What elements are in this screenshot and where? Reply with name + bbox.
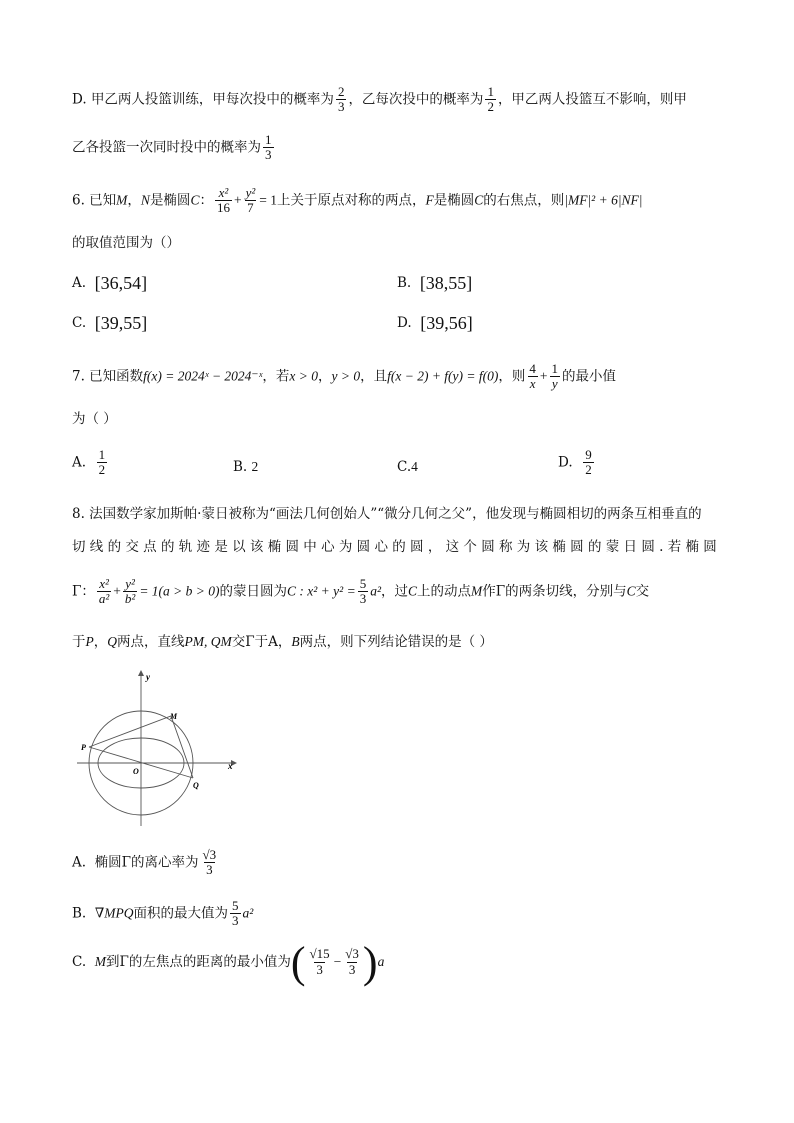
denominator: 3 (348, 961, 356, 977)
q8-option-a[interactable] (72, 848, 220, 878)
q6-option-c[interactable] (72, 314, 147, 332)
math-var: C (626, 583, 636, 599)
math-var: C (408, 583, 418, 599)
option-label: B. (233, 459, 248, 475)
monge-circle-figure (72, 668, 242, 830)
option-label: D. (72, 91, 87, 108)
question-text: 7. 已知函数 (72, 368, 144, 385)
p-label: P (81, 743, 86, 752)
math-var: P (85, 634, 94, 649)
option-text: 到Γ的左焦点的距离的最小值为 (105, 954, 291, 971)
math-expression: PM, QM (184, 634, 232, 649)
denominator: 7 (247, 200, 254, 216)
numerator: 1 (487, 84, 494, 99)
x-label: x (228, 761, 233, 771)
fraction (583, 448, 594, 478)
q7-option-d[interactable] (558, 448, 596, 478)
math-op: = 1 (259, 192, 277, 208)
denominator: a² (98, 591, 110, 607)
q6-option-a[interactable] (72, 274, 147, 292)
fraction (308, 947, 332, 977)
math-expression: = 1(a > b > 0) (139, 583, 220, 599)
y-arrow (138, 670, 144, 676)
question-text: 的最小值 (562, 368, 617, 385)
numerator: 5 (232, 898, 239, 913)
y-label: y (146, 672, 150, 682)
option-label: B. (72, 905, 87, 922)
fraction (244, 186, 258, 216)
option-value: 2 (251, 459, 259, 474)
question-8-line4 (72, 635, 493, 650)
denominator: b² (124, 591, 136, 607)
math-var: B (291, 634, 300, 649)
math-expression: |MF|² + 6|NF| (564, 192, 643, 208)
math-var: M (116, 192, 128, 208)
numerator: √15 (309, 946, 330, 962)
math-var: Γ： (72, 583, 95, 600)
option-text: 乙各投篮一次同时投中的概率为 (72, 139, 261, 156)
question-6-stem (72, 186, 643, 216)
math-var: Q (107, 634, 117, 649)
math-var: M (94, 954, 106, 970)
question-text: 切 线 的 交 点 的 轨 迹 是 以 该 椭 圆 中 心 为 圆 心 的 圆 ， 这 个 圆 称 为 该 椭 圆 的 蒙 日 圆 . 若 椭 圆 (72, 539, 717, 555)
fraction (97, 577, 111, 607)
question-text: 是椭圆 (433, 192, 475, 209)
numerator: 1 (265, 132, 272, 147)
q-label: Q (193, 781, 199, 790)
question-text: 交Γ于A， (231, 634, 292, 650)
fraction (358, 577, 369, 607)
fraction (343, 947, 361, 977)
question-6-stem-line2 (72, 237, 180, 251)
fraction (123, 577, 137, 607)
denominator: 2 (98, 462, 106, 478)
question-text: 8. 法国数学家加斯帕·蒙日被称为“画法几何创始人”“微分几何之父”，他发现与椭圆相切的两条互相垂直的 (72, 506, 702, 522)
question-text: 上关于原点对称的两点， (277, 192, 426, 209)
option-label: D. (558, 454, 573, 471)
numerator: y² (125, 576, 135, 591)
math-expression: f(x) = 2024ˣ − 2024⁻ˣ (143, 368, 263, 384)
question-8-line3 (72, 577, 649, 607)
right-paren: ) (362, 938, 378, 987)
numerator: √3 (345, 946, 359, 962)
question-text: 两点，则下列结论错误的是（ ） (299, 634, 493, 650)
q7-option-c[interactable] (397, 460, 418, 475)
left-paren: ( (290, 938, 306, 987)
math-var: N (140, 192, 150, 208)
punct: ： (199, 192, 213, 209)
numerator: 9 (585, 447, 592, 462)
math-var: a (377, 954, 385, 970)
numerator: x² (218, 185, 229, 200)
option-value: [36,54] (94, 273, 148, 293)
option-value: [38,55] (419, 273, 473, 293)
question-text: 于 (72, 634, 86, 650)
denominator: 2 (487, 99, 494, 115)
punct: ， (127, 192, 141, 209)
question-text: ，则 (498, 368, 526, 385)
denominator: 2 (585, 462, 592, 478)
math-var: F (425, 192, 434, 208)
numerator: 1 (551, 361, 559, 376)
math-op: + (233, 192, 242, 208)
question-text: 的右焦点，则 (483, 192, 565, 209)
option-label: A. (72, 854, 87, 871)
fraction (485, 85, 496, 115)
math-expression: f(x − 2) + f(y) = f(0) (387, 368, 499, 384)
question-7-stem-line2 (72, 413, 117, 427)
question-text: ，过 (381, 583, 409, 600)
math-var: C (190, 192, 200, 208)
question-8-line1 (72, 508, 702, 522)
question-text: ，若 (262, 368, 290, 385)
question-text: 的蒙日圆为 (219, 583, 288, 600)
punct: ， (93, 634, 108, 650)
fraction (336, 85, 347, 115)
math-var: M (471, 583, 483, 599)
numerator: 4 (529, 361, 536, 376)
option-text: ，乙每次投中的概率为 (348, 91, 484, 108)
math-var: a² (242, 905, 254, 921)
question-text: 6. 已知 (72, 192, 117, 209)
math-expression: x > 0 (289, 368, 318, 384)
q8-option-c[interactable] (72, 938, 385, 987)
question-text: 两点，直线 (117, 634, 185, 650)
fraction (527, 362, 538, 392)
option-label: C. (72, 315, 87, 331)
option-label: D. (397, 315, 412, 331)
q7-option-a[interactable] (72, 448, 109, 478)
denominator: 3 (206, 862, 213, 878)
triangle-symbol: ∇ (94, 905, 105, 921)
option-label: C. (72, 954, 87, 971)
math-var: C (474, 192, 484, 208)
origin-label: O (133, 767, 139, 776)
denominator: 3 (232, 913, 239, 929)
question-text: 为（ ） (72, 411, 117, 427)
option-label: A. (72, 275, 87, 291)
option-text: 面积的最大值为 (133, 905, 228, 922)
denominator: y (551, 376, 558, 392)
option-value: 4 (411, 459, 418, 474)
math-expression: C : x² + y² = (287, 583, 356, 599)
numerator: √3 (202, 847, 217, 862)
option-label: A. (72, 454, 87, 471)
denominator: 3 (265, 147, 272, 163)
option-text: 椭圆Γ的离心率为 (94, 854, 199, 871)
question-text: 是椭圆 (149, 192, 191, 209)
denominator: 3 (337, 99, 345, 115)
numerator: x² (99, 576, 109, 591)
denominator: 16 (216, 200, 230, 216)
m-label: M (170, 712, 178, 721)
q6-option-d[interactable] (397, 314, 473, 332)
option-value: [39,56] (420, 313, 473, 333)
option-value: [39,55] (94, 313, 148, 333)
math-expression: y > 0 (331, 368, 361, 384)
math-op: + (539, 368, 548, 384)
question-text: ， (317, 368, 332, 385)
question-text: 的取值范围为（） (72, 235, 180, 251)
q6-option-b[interactable] (397, 274, 472, 292)
fraction (263, 133, 274, 163)
denominator: 3 (316, 961, 323, 977)
fraction (550, 362, 561, 392)
denominator: x (529, 376, 536, 392)
prev-option-d-line2 (72, 133, 276, 163)
fraction (201, 848, 219, 878)
fraction (230, 899, 241, 929)
numerator: y² (245, 185, 256, 200)
question-text: 上的动点 (417, 583, 472, 600)
option-text: 甲乙两人投篮训练，甲每次投中的概率为 (90, 91, 334, 108)
question-text: ，且 (360, 368, 388, 385)
math-var: MPQ (104, 905, 134, 921)
math-var: a² (370, 583, 382, 599)
numerator: 5 (359, 576, 367, 591)
q8-option-b[interactable] (72, 899, 253, 929)
denominator: 3 (359, 591, 367, 607)
math-op: + (113, 583, 121, 599)
option-label: B. (397, 275, 412, 291)
question-text: 交 (635, 583, 650, 600)
q7-option-b[interactable] (233, 460, 258, 475)
math-op: − (333, 954, 342, 970)
numerator: 1 (98, 447, 106, 462)
question-text: 作Γ的两条切线，分别与 (482, 583, 627, 600)
prev-option-d (72, 85, 687, 115)
numerator: 2 (337, 84, 345, 99)
fraction (215, 186, 232, 216)
question-8-line2 (72, 541, 717, 555)
question-7-stem (72, 362, 616, 392)
option-label: C. (397, 459, 412, 475)
option-text: ，甲乙两人投篮互不影响，则甲 (497, 91, 687, 108)
fraction (97, 448, 108, 478)
